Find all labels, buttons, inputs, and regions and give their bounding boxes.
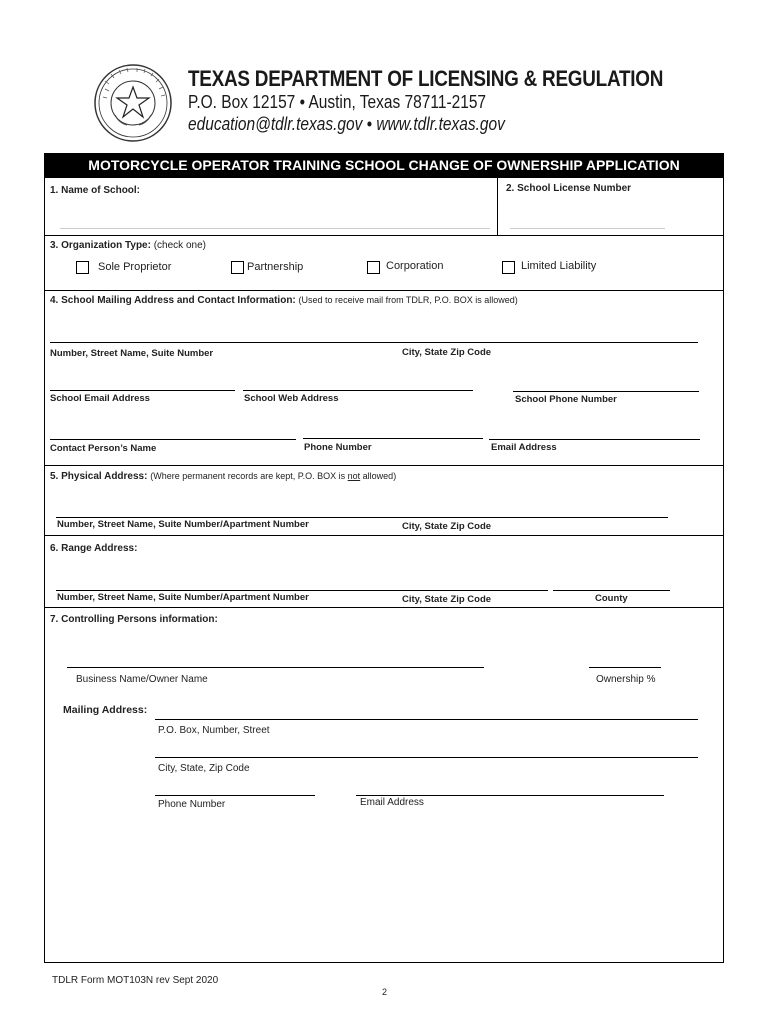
owner-phone-label: Phone Number xyxy=(158,799,226,810)
mailing-city-label: City, State Zip Code xyxy=(402,347,492,358)
pobox-label: P.O. Box, Number, Street xyxy=(158,725,270,736)
range-street-label: Number, Street Name, Suite Number/Apartment Number xyxy=(57,592,309,603)
divider-s1-s2 xyxy=(497,177,498,235)
divider-s6 xyxy=(44,535,724,536)
physical-address-field[interactable] xyxy=(56,517,668,518)
owner-email-field[interactable] xyxy=(356,795,664,796)
page-number: 2 xyxy=(382,987,388,997)
ownership-label: Ownership % xyxy=(596,674,656,685)
mailing-address-label: 4. School Mailing Address and Contact Information: (Used to receive mail from TDLR, P.O. BOX is allowed) xyxy=(50,295,518,306)
license-number-field[interactable] xyxy=(510,228,665,229)
contact-name-field[interactable] xyxy=(50,439,296,440)
limited-liability-label: Limited Liability xyxy=(521,260,597,272)
contact-phone-label: Phone Number xyxy=(304,442,372,453)
contact-email-field[interactable] xyxy=(489,439,700,440)
corporation-checkbox[interactable] xyxy=(367,261,380,274)
divider-s7 xyxy=(44,607,724,608)
owner-phone-field[interactable] xyxy=(155,795,315,796)
mailing-street-label: Number, Street Name, Suite Number xyxy=(50,348,214,359)
school-phone-label: School Phone Number xyxy=(515,394,617,405)
mailing-address-field[interactable] xyxy=(50,342,698,343)
city-state-zip-field[interactable] xyxy=(155,757,698,758)
school-email-label: School Email Address xyxy=(50,393,150,404)
sole-proprietor-checkbox[interactable] xyxy=(76,261,89,274)
form-id: TDLR Form MOT103N rev Sept 2020 xyxy=(52,975,219,986)
school-name-field[interactable] xyxy=(60,228,490,229)
range-city-label: City, State Zip Code xyxy=(402,594,492,605)
org-type-label: 3. Organization Type: (check one) xyxy=(50,240,206,251)
form-title: MOTORCYCLE OPERATOR TRAINING SCHOOL CHANGE OF OWNERSHIP APPLICATION xyxy=(44,153,724,177)
physical-city-label: City, State Zip Code xyxy=(402,521,492,532)
school-email-field[interactable] xyxy=(50,390,235,391)
ownership-field[interactable] xyxy=(589,667,661,668)
mailing-label: Mailing Address: xyxy=(63,704,148,716)
divider-s5 xyxy=(44,465,724,466)
school-web-field[interactable] xyxy=(243,390,473,391)
tdlr-seal xyxy=(93,63,173,143)
school-name-label: 1. Name of School: xyxy=(50,185,141,196)
city-state-zip-label: City, State, Zip Code xyxy=(158,763,250,774)
contact-phone-field[interactable] xyxy=(303,438,483,439)
school-phone-field[interactable] xyxy=(513,391,699,392)
divider-s4 xyxy=(44,290,724,291)
license-number-label: 2. School License Number xyxy=(506,183,632,194)
agency-name: TEXAS DEPARTMENT OF LICENSING & REGULATION xyxy=(188,66,664,91)
range-address-label: 6. Range Address: xyxy=(50,543,138,554)
physical-address-label: 5. Physical Address: (Where permanent records are kept, P.O. BOX is not allowed) xyxy=(50,471,397,482)
partnership-label: Partnership xyxy=(247,261,304,273)
agency-address: P.O. Box 12157 • Austin, Texas 78711-2157 xyxy=(188,92,487,112)
agency-contact: education@tdlr.texas.gov • www.tdlr.texas.gov xyxy=(188,114,505,134)
partnership-checkbox[interactable] xyxy=(231,261,244,274)
physical-address-note: (Where permanent records are kept, P.O. BOX is not allowed) xyxy=(150,471,397,481)
sole-proprietor-label: Sole Proprietor xyxy=(98,261,172,273)
org-type-note: (check one) xyxy=(153,240,206,251)
range-county-field[interactable] xyxy=(553,590,670,591)
range-address-field[interactable] xyxy=(56,590,548,591)
controlling-persons-label: 7. Controlling Persons information: xyxy=(50,614,218,625)
limited-liability-checkbox[interactable] xyxy=(502,261,515,274)
school-web-label: School Web Address xyxy=(244,393,339,404)
contact-email-label: Email Address xyxy=(491,442,557,453)
owner-email-label: Email Address xyxy=(360,797,424,808)
contact-name-label: Contact Person’s Name xyxy=(50,443,157,454)
business-name-field[interactable] xyxy=(67,667,484,668)
physical-street-label: Number, Street Name, Suite Number/Apartment Number xyxy=(57,519,309,530)
pobox-field[interactable] xyxy=(155,719,698,720)
business-name-label: Business Name/Owner Name xyxy=(76,674,208,685)
range-county-label: County xyxy=(595,593,628,604)
divider-s3 xyxy=(44,235,724,236)
corporation-label: Corporation xyxy=(386,260,444,272)
mailing-address-note: (Used to receive mail from TDLR, P.O. BOX is allowed) xyxy=(298,295,518,305)
